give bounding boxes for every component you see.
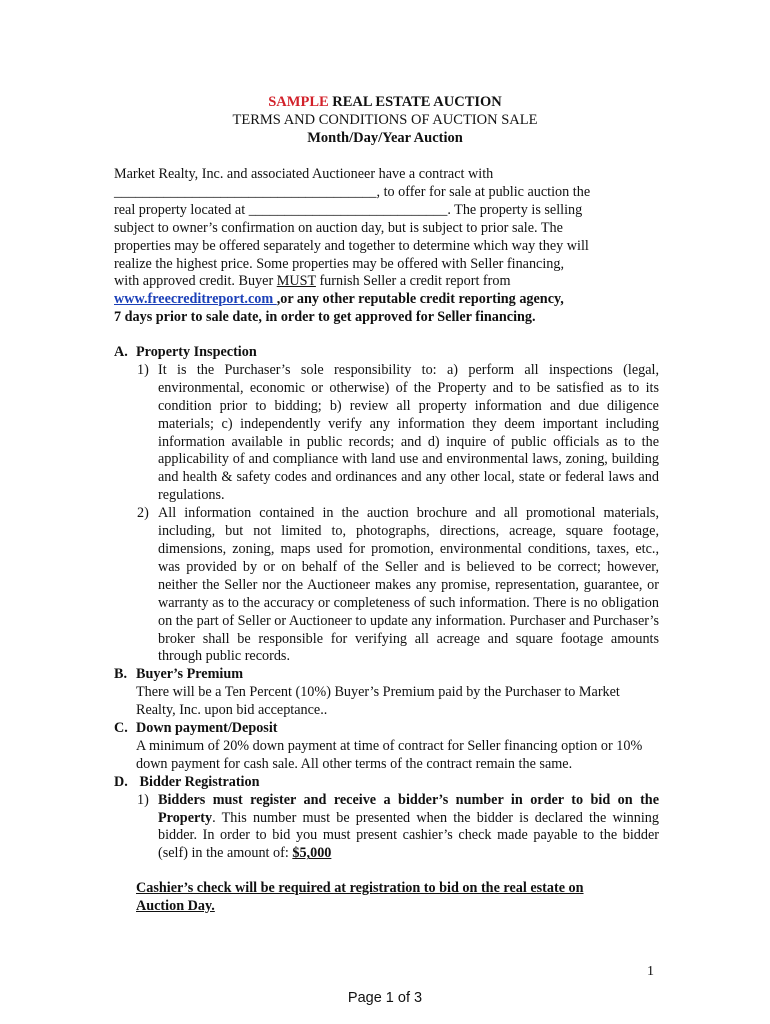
deposit-amount: $5,000 bbox=[292, 845, 332, 862]
intro-paragraph bbox=[114, 166, 659, 327]
section-title: Bidder Registration bbox=[136, 773, 260, 790]
section-title: Property Inspection bbox=[136, 344, 257, 360]
section-title: Buyer’s Premium bbox=[136, 666, 244, 683]
title-text: REAL ESTATE AUCTION bbox=[328, 94, 502, 110]
page-number: 1 bbox=[647, 964, 654, 979]
item-text: It is the Purchaser’s sole responsibility to: a) perform all inspections (legal, environmental, economic or otherwise) of the Property and to be satisfied as to its condition prior to bidding; b) review all property information and due diligence materials; c) independently verify any information they deem important including information available in public records; and d) inquire of public officials as to the applicability of and compliance with land use and environmental laws, zoning, building and health & safety codes and ordinances and any other local, state or federal laws and regulations. bbox=[158, 361, 659, 504]
auction-date-line: Month/Day/Year Auction bbox=[307, 130, 463, 146]
section-letter: C. bbox=[114, 720, 128, 737]
cashier-check-notice bbox=[136, 880, 676, 916]
section-b-heading bbox=[114, 666, 659, 684]
section-a-item-2 bbox=[114, 505, 659, 666]
intro-text: with approved credit. Buyer bbox=[114, 273, 277, 290]
sample-label: SAMPLE bbox=[268, 94, 329, 110]
must-emphasis: MUST bbox=[276, 273, 316, 290]
terms-sections bbox=[114, 344, 659, 863]
intro-line: realize the highest price. Some properties may be offered with Seller financing, bbox=[114, 255, 565, 272]
intro-bold-text: ,or any other reputable credit reporting agency, bbox=[276, 291, 564, 308]
section-letter: A. bbox=[114, 344, 128, 360]
credit-report-link[interactable]: www.freecreditreport.com bbox=[114, 291, 277, 308]
section-title: Down payment/Deposit bbox=[136, 720, 278, 737]
page-footer: Page 1 of 3 bbox=[347, 990, 423, 1006]
item-number: 1) bbox=[137, 791, 149, 808]
section-a-heading bbox=[114, 344, 659, 362]
notice-line: Auction Day. bbox=[136, 897, 215, 914]
intro-line: subject to owner’s confirmation on auction day, but is subject to prior sale. The bbox=[114, 219, 563, 236]
section-c-text: A minimum of 20% down payment at time of contract for Seller financing option or 10% down payment for cash sale. All other terms of the contract remain the same. bbox=[136, 737, 643, 772]
intro-text: furnish Seller a credit report from bbox=[315, 273, 511, 290]
section-d-heading bbox=[114, 774, 659, 792]
section-a-item-1 bbox=[114, 362, 659, 505]
document-subtitle: TERMS AND CONDITIONS OF AUCTION SALE bbox=[232, 112, 538, 128]
intro-line: _____________________________________, to offer for sale at public auction the bbox=[114, 183, 591, 200]
item-bold-text: Bidders must register and receive a bidder’s number in order to bid on the Property bbox=[158, 791, 659, 826]
section-d-item-1 bbox=[114, 792, 659, 864]
section-b-text: There will be a Ten Percent (10%) Buyer’s Premium paid by the Purchaser to Market Realty, Inc. upon bid acceptance.. bbox=[136, 684, 620, 719]
section-letter: D. bbox=[114, 773, 128, 790]
item-text: All information contained in the auction brochure and all promotional materials, including, but not limited to, photographs, directions, acreage, square footage, dimensions, zoning, maps used for promotion, environmental conditions, taxes, etc., was provided by or on behalf of the Seller and is believed to be correct; however, neither the Seller nor the Auctioneer makes any promise, representation, guarantee, or warranty as to the accuracy or completeness of such information. There is no obligation on the part of Seller or Auctioneer to update any information. Purchaser and Purchaser’s broker shall be responsible for verifying all acreage and square footage amounts through public records. bbox=[158, 505, 659, 665]
intro-line bbox=[114, 291, 659, 309]
section-letter: B. bbox=[114, 666, 128, 683]
document-title bbox=[0, 94, 770, 112]
intro-line: Market Realty, Inc. and associated Auctioneer have a contract with bbox=[114, 166, 494, 182]
intro-line bbox=[114, 273, 659, 291]
intro-line: real property located at ____________________________. The property is selling bbox=[114, 201, 583, 218]
item-text: . This number must be presented when the bidder is declared the winning bidder. In order to bid you must present cashier’s check made payable to the bidder (self) in the amount of: bbox=[158, 809, 659, 862]
intro-line: properties may be offered separately and together to determine which way they will bbox=[114, 237, 589, 254]
intro-line: 7 days prior to sale date, in order to get approved for Seller financing. bbox=[114, 309, 536, 326]
item-number: 1) bbox=[137, 361, 149, 378]
section-c-heading bbox=[114, 720, 659, 738]
notice-line: Cashier’s check will be required at registration to bid on the real estate on bbox=[136, 880, 584, 896]
item-number: 2) bbox=[137, 505, 149, 522]
